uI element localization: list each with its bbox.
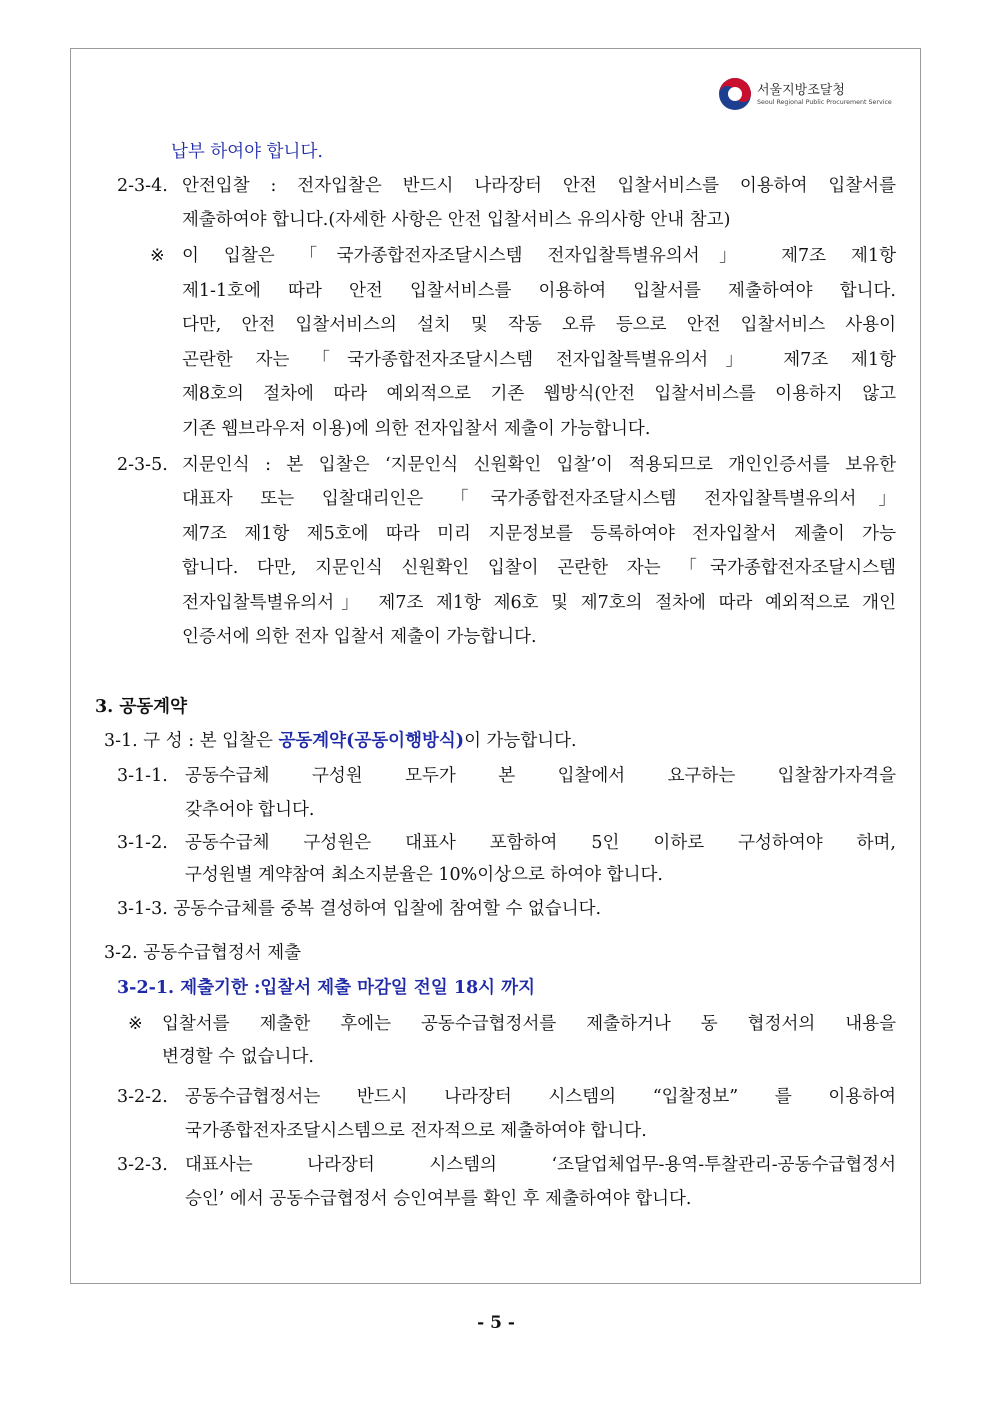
item-number: 3-2-3. xyxy=(117,1155,168,1175)
text-segment: 이 가능합니다. xyxy=(464,731,577,751)
text-line xyxy=(104,729,577,753)
org-name-korean: 서울지방조달청 xyxy=(757,83,845,98)
text-segment: 3-1. 구 성 : 본 입찰은 xyxy=(104,731,279,751)
text-line: 기존 웹브라우저 이용)에 의한 전자입찰서 제출이 가능합니다. xyxy=(182,419,651,439)
text-line: 이 입찰은 「국가종합전자조달시스템 전자입찰특별유의서」 제7조 제1항 xyxy=(182,246,896,266)
text-line: 구성원별 계약참여 최소지분율은 10%이상으로 하여야 합니다. xyxy=(185,865,663,885)
text-line: 전자입찰특별유의서」 제7조 제1항 제6호 및 제7호의 절차에 따라 예외적으로 개인 xyxy=(182,593,896,613)
item-number: 2-3-4. xyxy=(117,176,168,196)
text-line: 공동수급체 구성원은 대표사 포함하여 5인 이하로 구성하여야 하며, xyxy=(185,833,896,853)
korea-emblem-icon xyxy=(717,76,753,112)
text-line: 제7조 제1항 제5호에 따라 미리 지문정보를 등록하여야 전자입찰서 제출이 가능 xyxy=(182,524,896,544)
item-number: 3-1-2. xyxy=(117,833,168,853)
subsection-heading: 3-2. 공동수급협정서 제출 xyxy=(104,943,302,963)
item-number: 2-3-5. xyxy=(117,455,168,475)
text-line: 공동수급체 구성원 모두가 본 입찰에서 요구하는 입찰참가자격을 xyxy=(185,766,896,786)
text-line: 지문인식 : 본 입찰은 ‘지문인식 신원확인 입찰’이 적용되므로 개인인증서를 보유한 xyxy=(182,455,896,475)
text-line: 대표사는 나라장터 시스템의 ‘조달업체업무-용역-투찰관리-공동수급협정서 xyxy=(185,1155,896,1175)
text-line: 승인’ 에서 공동수급협정서 승인여부를 확인 후 제출하여야 합니다. xyxy=(185,1189,692,1209)
text-line: 갖추어야 합니다. xyxy=(185,800,315,820)
note-mark: ※ xyxy=(150,246,165,266)
item-number: 3-2-2. xyxy=(117,1087,168,1107)
highlight-line: 3-2-1. 제출기한 :입찰서 제출 마감일 전일 18시 까지 xyxy=(117,978,535,998)
text-line: 납부 하여야 합니다. xyxy=(171,142,323,162)
text-line: 제1-1호에 따라 안전 입찰서비스를 이용하여 입찰서를 제출하여야 합니다. xyxy=(182,281,896,301)
item-number: 3-1-1. xyxy=(117,766,168,786)
text-line: 안전입찰 : 전자입찰은 반드시 나라장터 안전 입찰서비스를 이용하여 입찰서를 xyxy=(182,176,896,196)
section-heading: 3. 공동계약 xyxy=(95,697,187,717)
org-name-english: Seoul Regional Public Procurement Service xyxy=(757,99,892,106)
note-mark: ※ xyxy=(128,1014,143,1034)
page-number: - 5 - xyxy=(477,1313,515,1333)
text-line: 공동수급협정서는 반드시 나라장터 시스템의 “입찰정보” 를 이용하여 xyxy=(185,1087,896,1107)
text-line: 합니다. 다만, 지문인식 신원확인 입찰이 곤란한 자는 「국가종합전자조달시스템 xyxy=(182,558,896,578)
text-line: 곤란한 자는 「국가종합전자조달시스템 전자입찰특별유의서」 제7조 제1항 xyxy=(182,350,896,370)
text-line: 다만, 안전 입찰서비스의 설치 및 작동 오류 등으로 안전 입찰서비스 사용이 xyxy=(182,315,896,335)
highlight-text: 공동계약(공동이행방식) xyxy=(278,731,465,751)
text-line: 국가종합전자조달시스템으로 전자적으로 제출하여야 합니다. xyxy=(185,1121,647,1141)
text-line: 3-1-3. 공동수급체를 중복 결성하여 입찰에 참여할 수 없습니다. xyxy=(117,899,602,919)
text-line: 변경할 수 없습니다. xyxy=(162,1047,314,1067)
text-line: 입찰서를 제출한 후에는 공동수급협정서를 제출하거나 동 협정서의 내용을 xyxy=(162,1014,896,1034)
text-line: 제8호의 절차에 따라 예외적으로 기존 웹방식(안전 입찰서비스를 이용하지 않고 xyxy=(182,384,896,404)
header-logo xyxy=(717,76,907,116)
text-line: 인증서에 의한 전자 입찰서 제출이 가능합니다. xyxy=(182,627,537,647)
text-line: 대표자 또는 입찰대리인은 「국가종합전자조달시스템 전자입찰특별유의서」 xyxy=(182,489,896,509)
text-line: 제출하여야 합니다.(자세한 사항은 안전 입찰서비스 유의사항 안내 참고) xyxy=(182,210,731,230)
